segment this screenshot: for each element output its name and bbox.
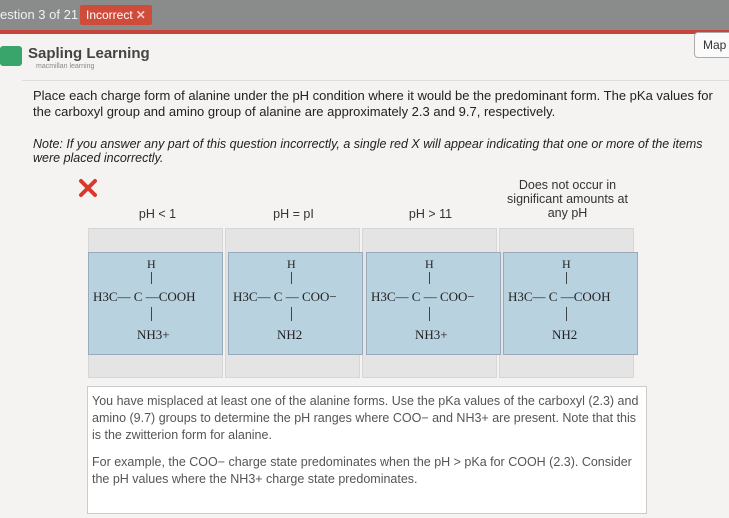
brand-sub: macmillan learning: [36, 63, 95, 70]
alanine-form-card[interactable]: [366, 252, 501, 355]
incorrect-x-icon: [78, 178, 98, 198]
column-header-ph-lt-1: pH < 1: [138, 207, 177, 221]
status-stripe: [0, 30, 729, 34]
column-header-does-not-occur: Does not occur in significant amounts at any pH: [507, 178, 628, 220]
amino-group: NH3+: [137, 327, 170, 342]
hydrogen-label: H: [425, 257, 434, 271]
hydrogen-label: H: [562, 257, 571, 271]
brand-name: Sapling Learning: [28, 45, 150, 62]
molecule-formula: H3C— C — COO−: [371, 289, 475, 304]
sapling-logo-icon: [0, 46, 22, 66]
column-header-ph-gt-11: pH > 11: [408, 207, 453, 221]
question-number: estion 3 of 21: [0, 7, 79, 22]
alanine-form-card[interactable]: [228, 252, 363, 355]
status-label: Incorrect: [86, 8, 133, 22]
alanine-form-card[interactable]: [88, 252, 223, 355]
bond-line: [566, 307, 567, 321]
molecule-formula: H3C— C — COO−: [233, 289, 337, 304]
feedback-paragraph: You have misplaced at least one of the alanine forms. Use the pKa values of the carboxyl (2.3) and amino (9.7) groups to determine the pH ranges where COO− and NH3+ are present. Note that this is the zwitterion form for alanine.: [92, 394, 639, 442]
molecule-formula: H3C— C —COOH: [93, 289, 196, 304]
bond-line: [566, 272, 567, 284]
bond-line: [429, 307, 430, 321]
top-bar: [0, 0, 729, 30]
molecule-formula: H3C— C —COOH: [508, 289, 611, 304]
feedback-box: [87, 386, 647, 514]
amino-group: NH3+: [415, 327, 448, 342]
bond-line: [291, 272, 292, 284]
amino-group: NH2: [552, 327, 578, 342]
x-icon: ✕: [135, 8, 146, 22]
map-button[interactable]: Map: [694, 32, 729, 58]
bond-line: [291, 307, 292, 321]
bond-line: [429, 272, 430, 284]
hydrogen-label: H: [147, 257, 156, 271]
question-note: Note: If you answer any part of this question incorrectly, a single red X will appear indicating that one or more of the items were placed incorrectly.: [33, 137, 703, 165]
column-header-ph-eq-pi: pH = pI: [273, 207, 314, 221]
feedback-paragraph: For example, the COO− charge state predominates when the pH > pKa for COOH (2.3). Consider the pH values where the NH3+ charge state predominates.: [92, 455, 632, 486]
status-badge: [80, 5, 152, 25]
hydrogen-label: H: [287, 257, 296, 271]
alanine-form-card[interactable]: [503, 252, 638, 355]
bond-line: [151, 272, 152, 284]
amino-group: NH2: [277, 327, 303, 342]
bond-line: [151, 307, 152, 321]
divider: [22, 80, 729, 81]
question-instruction: Place each charge form of alanine under the pH condition where it would be the predominant form. The pKa values for the carboxyl group and amino group of alanine are approximately 2.3 and 9.7, respectively.: [33, 88, 713, 119]
